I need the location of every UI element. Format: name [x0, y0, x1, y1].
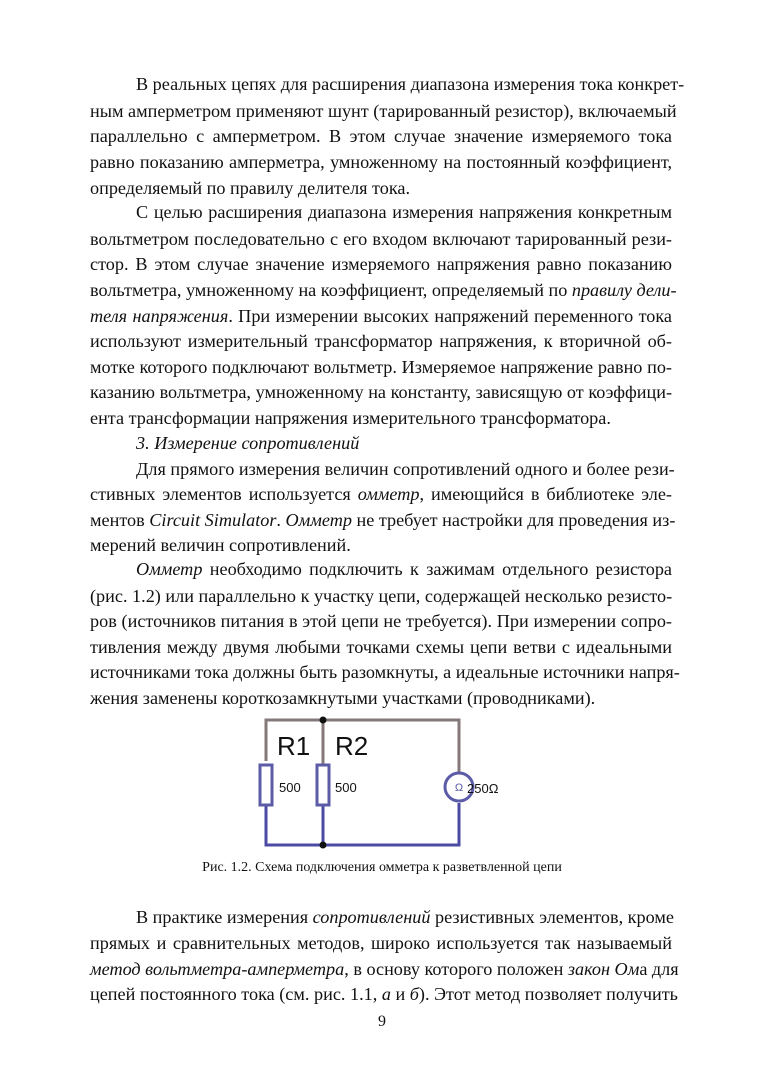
text-line [90, 304, 672, 328]
text-line [136, 905, 672, 929]
text-line: тивления между двумя любыми точками схемы цепи ветви с идеальными [90, 637, 672, 657]
text-line [90, 278, 677, 302]
italic-term: теля напряжения [90, 306, 229, 326]
text-line: казанию вольтметра, умноженному на константу, зависящую от коэффици- [90, 382, 672, 402]
italic-term: метод вольтметра-амперметра [90, 959, 345, 979]
figure-caption: Рис. 1.2. Схема подключения омметра к разветвленной цепи [202, 860, 562, 875]
text-line: С целью расширения диапазона измерения напряжения конкретным [136, 202, 672, 222]
ohmmeter-value: 250Ω [467, 781, 499, 796]
wire-bottom [266, 803, 459, 845]
italic-term: Circuit Simulator [149, 510, 277, 530]
text-run: ). Этот метод позволяет получить [418, 984, 678, 1004]
text-run: и [390, 984, 410, 1004]
r2-label: R2 [335, 731, 369, 761]
resistor-r1 [260, 765, 272, 805]
text-line [90, 957, 679, 981]
italic-term: Омметр [285, 510, 352, 530]
text-run: , имеющийся в библиотеке эле- [419, 484, 672, 504]
text-run: . [276, 510, 286, 530]
text-line: прямых и сравнительных методов, широко используется так называемый [90, 933, 672, 953]
text-line: жения заменены короткозамкнутыми участками (проводниками). [90, 688, 596, 708]
italic-term: Омметр [136, 559, 203, 579]
text-run: В практике измерения [136, 907, 313, 927]
text-line: равно показанию амперметра, умноженному на постоянный коэффициент, [90, 152, 672, 172]
italic-term: сопротивлений [312, 907, 431, 927]
text-line: мерений величин сопротивлений. [90, 535, 351, 555]
text-line [90, 508, 676, 532]
italic-term: омметр [357, 484, 420, 504]
resistor-r2 [317, 765, 329, 805]
text-line: параллельно с амперметром. В этом случае значение измеряемого тока [90, 126, 672, 146]
text-run: а для [639, 959, 679, 979]
italic-term: правилу дели- [571, 280, 677, 300]
text-run: вольтметра, умноженному на коэффициент, определяемый по [90, 280, 572, 300]
text-line: ров (источников питания в этой цепи не требуется). При измерении сопро- [90, 611, 672, 631]
node-top [320, 717, 327, 724]
node-bottom [320, 842, 327, 849]
text-run: необходимо подключить к зажимам отдельного резистора [202, 559, 672, 579]
text-run: стивных элементов используется [90, 484, 358, 504]
text-run: резистивных элементов, кроме [430, 907, 674, 927]
text-line: источниками тока должны быть разомкнуты, а идеальные источники напря- [90, 662, 680, 682]
text-run: . При измерении высоких напряжений переменного тока [228, 306, 672, 326]
text-line: В реальных цепях для расширения диапазона измерения тока конкрет- [136, 74, 685, 94]
text-run: не требует настройки для проведения из- [351, 510, 676, 530]
circuit-diagram [255, 713, 525, 851]
text-line [90, 482, 672, 506]
text-line [136, 557, 672, 581]
text-line: Для прямого измерения величин сопротивлений одного и более рези- [136, 459, 675, 479]
r1-value: 500 [279, 780, 301, 795]
r2-value: 500 [335, 780, 357, 795]
text-line [90, 982, 678, 1006]
text-run: цепей постоянного тока (см. рис. 1.1, [90, 984, 382, 1004]
text-line: ным амперметром применяют шунт (тарированный резистор), включаемый [90, 101, 677, 121]
section-heading: 3. Измерение сопротивлений [136, 433, 360, 453]
text-run: , в основу которого положен [344, 959, 568, 979]
text-line: определяемый по правилу делителя тока. [90, 178, 411, 198]
text-line: вольтметром последовательно с его входом включают тарированный рези- [90, 229, 672, 249]
text-line: используют измерительный трансформатор напряжения, к вторичной об- [90, 331, 672, 351]
text-line: ента трансформации напряжения измерительного трансформатора. [90, 408, 611, 428]
text-line: стор. В этом случае значение измеряемого напряжения равно показанию [90, 254, 672, 274]
italic-term: закон Ом [567, 959, 640, 979]
page-number: 9 [378, 1013, 386, 1030]
italic-term: б [409, 984, 419, 1004]
italic-term: а [381, 984, 391, 1004]
r1-label: R1 [277, 731, 311, 761]
text-line: мотке которого подключают вольтметр. Измеряемое напряжение равно по- [90, 357, 672, 377]
text-line: (рис. 1.2) или параллельно к участку цепи, содержащей несколько резисто- [90, 586, 673, 606]
text-run: ментов [90, 510, 150, 530]
ohm-symbol: Ω [454, 782, 464, 794]
